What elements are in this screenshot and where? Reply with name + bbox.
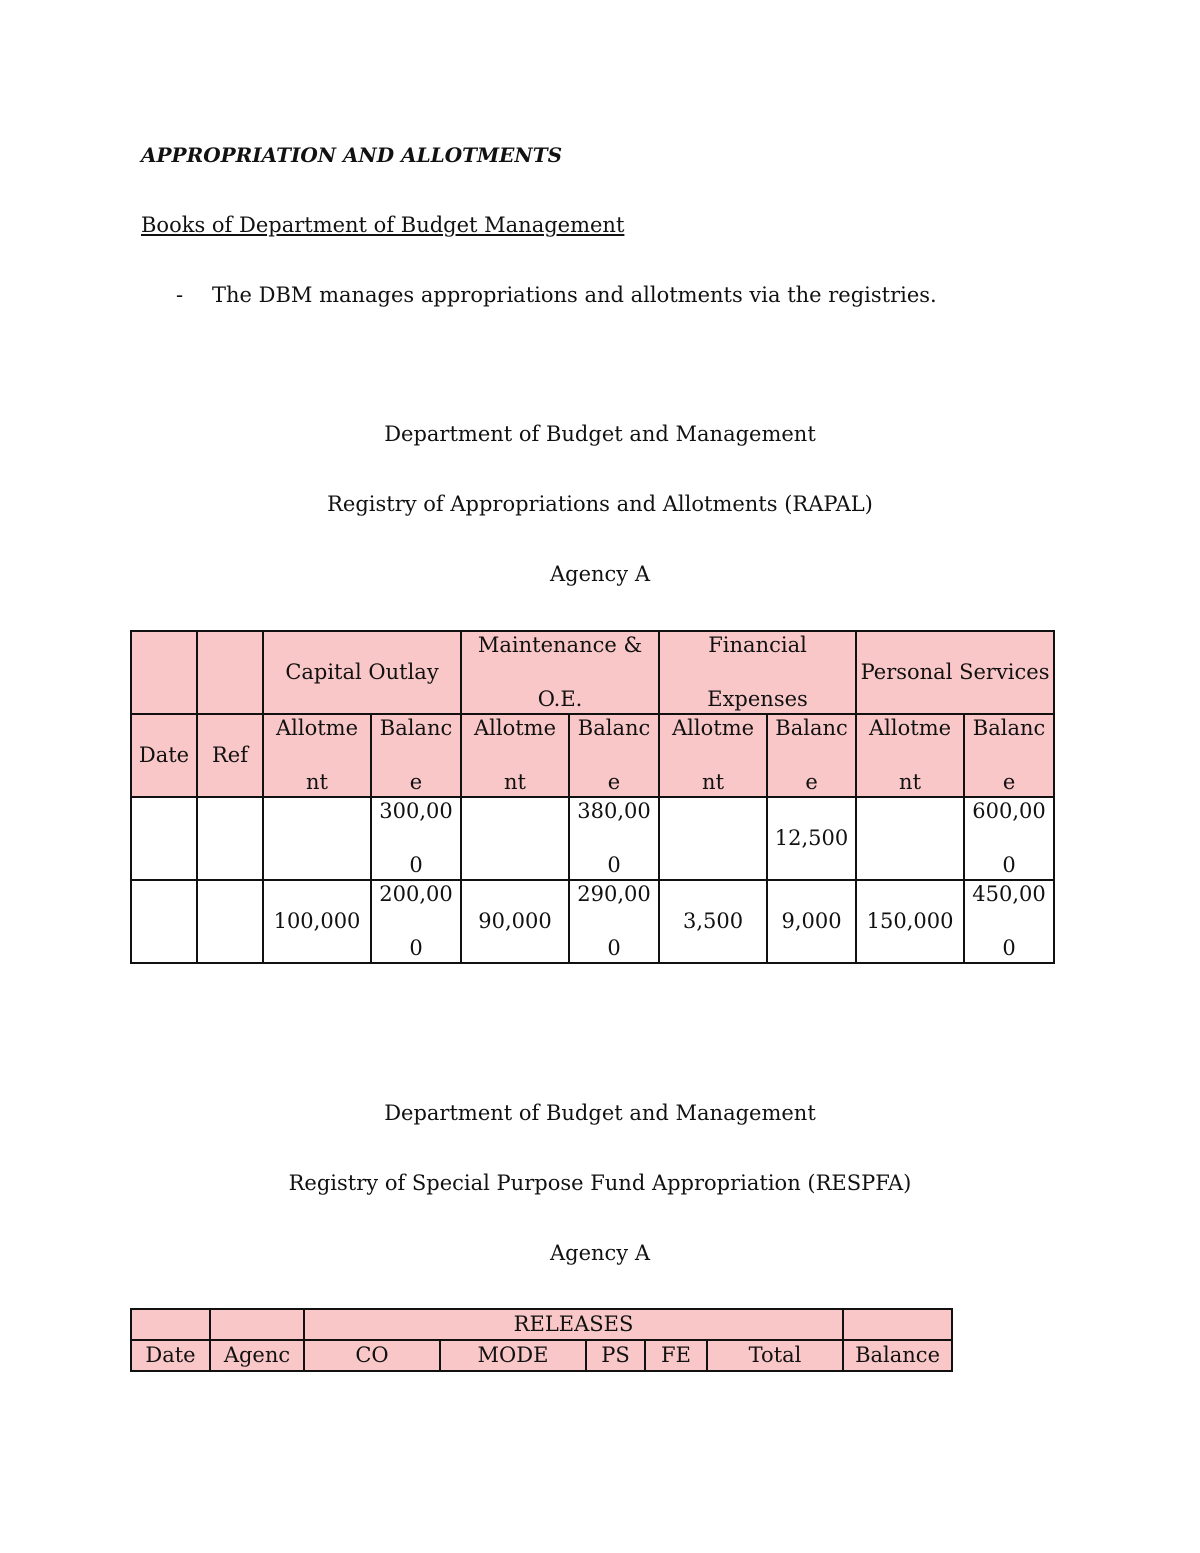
rapal-corner-cell-2 — [197, 631, 263, 714]
col-co-allotment: Allotme nt — [263, 714, 371, 797]
col-mode: MODE — [440, 1340, 586, 1371]
header-fe-line2: Expenses — [707, 687, 808, 711]
cell-date — [131, 797, 197, 880]
col-balance: Balance — [843, 1340, 952, 1371]
respfa-table — [130, 1308, 953, 1372]
cell-fe-balance: 9,000 — [767, 880, 856, 963]
cell-ref — [197, 880, 263, 963]
col-agency: Agenc — [210, 1340, 304, 1371]
cell-ps-allotment: 150,000 — [856, 880, 964, 963]
page-title: APPROPRIATION AND ALLOTMENTS — [141, 143, 563, 167]
col-ps-balance: Balanc e — [964, 714, 1054, 797]
cell-ps-allotment — [856, 797, 964, 880]
rapal-department: Department of Budget and Management — [384, 422, 816, 446]
rapal-registry-name: Registry of Appropriations and Allotments (RAPAL) — [327, 492, 873, 516]
respfa-corner-cell-1 — [131, 1309, 210, 1340]
rapal-column-header-row — [131, 714, 1054, 797]
cell-moe-balance: 380,00 0 — [569, 797, 659, 880]
respfa-department: Department of Budget and Management — [384, 1101, 816, 1125]
respfa-column-header-row — [131, 1340, 952, 1371]
col-ps: PS — [586, 1340, 645, 1371]
bullet-marker: - — [176, 283, 184, 307]
cell-fe-allotment — [659, 797, 767, 880]
col-fe-allotment: Allotme nt — [659, 714, 767, 797]
col-moe-balance: Balanc e — [569, 714, 659, 797]
header-moe-line1: Maintenance & — [477, 633, 643, 657]
bullet-text: The DBM manages appropriations and allotments via the registries. — [212, 283, 937, 307]
cell-ps-balance: 600,00 0 — [964, 797, 1054, 880]
col-total: Total — [707, 1340, 843, 1371]
respfa-corner-cell-2 — [210, 1309, 304, 1340]
col-date: Date — [131, 714, 197, 797]
respfa-corner-cell-3 — [843, 1309, 952, 1340]
col-ref: Ref — [197, 714, 263, 797]
respfa-agency: Agency A — [549, 1241, 651, 1265]
header-financial-expenses — [659, 631, 856, 714]
col-fe: FE — [645, 1340, 707, 1371]
table-row — [131, 880, 1054, 963]
header-moe-line2: O.E. — [537, 687, 583, 711]
cell-date — [131, 880, 197, 963]
col-ps-allotment: Allotme nt — [856, 714, 964, 797]
cell-fe-balance: 12,500 — [767, 797, 856, 880]
rapal-table — [130, 630, 1055, 964]
cell-co-allotment — [263, 797, 371, 880]
col-date: Date — [131, 1340, 210, 1371]
header-maintenance-oe — [461, 631, 659, 714]
cell-moe-allotment — [461, 797, 569, 880]
header-personal-services: Personal Services — [856, 631, 1054, 714]
cell-ps-balance: 450,00 0 — [964, 880, 1054, 963]
cell-co-balance: 200,00 0 — [371, 880, 461, 963]
rapal-corner-cell-1 — [131, 631, 197, 714]
rapal-agency: Agency A — [549, 562, 651, 586]
cell-fe-allotment: 3,500 — [659, 880, 767, 963]
section-subtitle: Books of Department of Budget Management — [141, 213, 625, 237]
header-releases: RELEASES — [304, 1309, 843, 1340]
header-fe-line1: Financial — [708, 633, 807, 657]
col-fe-balance: Balanc e — [767, 714, 856, 797]
rapal-group-header-row — [131, 631, 1054, 714]
respfa-registry-name: Registry of Special Purpose Fund Appropriation (RESPFA) — [288, 1171, 912, 1195]
cell-moe-allotment: 90,000 — [461, 880, 569, 963]
header-capital-outlay: Capital Outlay — [263, 631, 461, 714]
col-moe-allotment: Allotme nt — [461, 714, 569, 797]
cell-moe-balance: 290,00 0 — [569, 880, 659, 963]
table-row — [131, 797, 1054, 880]
respfa-group-header-row — [131, 1309, 952, 1340]
cell-co-allotment: 100,000 — [263, 880, 371, 963]
cell-co-balance: 300,00 0 — [371, 797, 461, 880]
col-co: CO — [304, 1340, 440, 1371]
col-co-balance: Balanc e — [371, 714, 461, 797]
cell-ref — [197, 797, 263, 880]
